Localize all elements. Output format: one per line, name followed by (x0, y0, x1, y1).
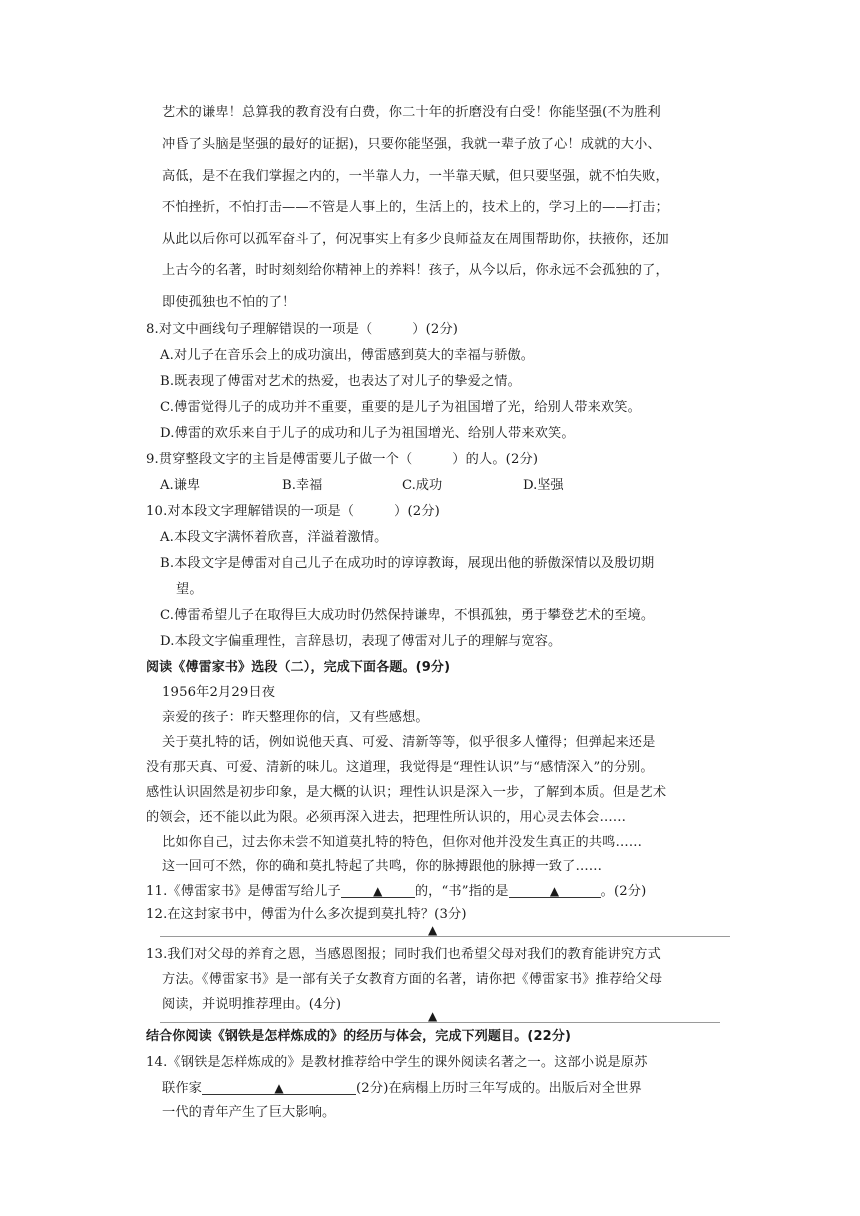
q14-text-pre: 联作家 (162, 1081, 203, 1096)
q13-line-2: 方法。《傅雷家书》是一部有关子女教育方面的名著，请你把《傅雷家书》推荐给父母 (162, 972, 663, 987)
q9-stem: 9.贯穿整段文字的主旨是傅雷要儿子做一个（ ）的人。(2分) (146, 452, 539, 467)
q9-option-d: D.坚强 (523, 478, 564, 493)
q11-marker-2: ▲ (549, 884, 560, 898)
q10-option-d: D.本段文字偏重理性，言辞恳切，表现了傅雷对儿子的理解与宽容。 (160, 634, 562, 649)
q10-option-b-cont: 望。 (176, 582, 203, 597)
passage1-line-6: 上古今的名著，时时刻刻给你精神上的养料！孩子，从今以后，你永远不会孤独的了， (162, 263, 669, 278)
q10-option-b: B.本段文字是傅雷对自己儿子在成功时的谆谆教诲，展现出他的骄傲深情以及殷切期 (160, 556, 655, 571)
q14-text-post: (2分)在病榻上历时三年写成的。出版后对全世界 (356, 1081, 642, 1096)
letter-line-2: 没有那天真、可爱、清新的味儿。这道理，我觉得是“理性认识”与“感情深入”的分别。 (146, 760, 654, 775)
q9-option-c: C.成功 (402, 478, 443, 493)
q8-option-b: B.既表现了傅雷对艺术的热爱，也表达了对儿子的挚爱之情。 (160, 374, 521, 389)
letter-line-6: 这一回可不然，你的确和莫扎特起了共鸣，你的脉搏跟他的脉搏一致了…… (162, 859, 603, 874)
letter-date: 1956年2月29日夜 (162, 685, 276, 700)
q11-text-pre: 11.《傅雷家书》是傅雷写给儿子 (146, 884, 341, 899)
q8-option-d: D.傅雷的欢乐来自于儿子的成功和儿子为祖国增光、给别人带来欢笑。 (160, 426, 575, 441)
q12-marker: ▲ (428, 923, 438, 937)
q11-blank-2[interactable] (509, 882, 601, 898)
q9-option-a: A.谦卑 (160, 478, 201, 493)
q13-line-1: 13.我们对父母的养育之恩，当感恩图报；同时我们也希望父母对我们的教育能讲究方式 (146, 947, 661, 962)
q10-option-a: A.本段文字满怀着欣喜，洋溢着激情。 (160, 530, 388, 545)
q8-stem: 8.对文中画线句子理解错误的一项是（ ）(2分) (146, 322, 459, 337)
q11-text-post: 。(2分) (600, 884, 647, 899)
q13-answer-line[interactable] (160, 1022, 720, 1023)
q11-text-mid: 的，“书”指的是 (414, 884, 509, 899)
q9-option-b: B.幸福 (282, 478, 323, 493)
passage1-line-7: 即使孤独也不怕的了！ (162, 295, 296, 310)
q11-marker-1: ▲ (373, 884, 383, 898)
q13-marker: ▲ (428, 1009, 438, 1023)
passage1-line-2: 冲昏了头脑是坚强的最好的证据)，只要你能坚强，我就一辈子放了心！成就的大小、 (162, 137, 661, 152)
q8-option-a: A.对儿子在音乐会上的成功演出，傅雷感到莫大的幸福与骄傲。 (160, 348, 535, 363)
passage1-line-4: 不怕挫折，不怕打击——不管是人事上的，生活上的，技术上的，学习上的——打击； (162, 200, 669, 215)
passage1-line-1: 艺术的谦卑！总算我的教育没有白费，你二十年的折磨没有白受！你能坚强(不为胜利 (162, 105, 661, 120)
letter-greeting: 亲爱的孩子：昨天整理你的信，又有些感想。 (162, 710, 429, 725)
q14-marker: ▲ (274, 1081, 284, 1095)
q10-option-c: C.傅雷希望儿子在取得巨大成功时仍然保持谦卑，不惧孤独，勇于攀登艺术的至境。 (160, 608, 655, 623)
section3-heading: 结合你阅读《钢铁是怎样炼成的》的经历与体会，完成下列题目。(22分) (146, 1029, 572, 1044)
q14-blank[interactable] (202, 1079, 356, 1095)
letter-line-4: 的领会，还不能以此为限。必须再深入进去，把理性所认识的，用心灵去体会…… (146, 810, 627, 825)
q10-stem: 10.对本段文字理解错误的一项是（ ）(2分) (146, 504, 440, 519)
passage1-line-3: 高低，是不在我们掌握之内的，一半靠人力，一半靠天赋，但只要坚强，就不怕失败， (162, 169, 669, 184)
section2-heading: 阅读《傅雷家书》选段（二），完成下面各题。(9分) (146, 660, 451, 675)
q8-option-c: C.傅雷觉得儿子的成功并不重要，重要的是儿子为祖国增了光，给别人带来欢笑。 (160, 400, 641, 415)
q14-line-2 (162, 1079, 642, 1098)
letter-line-1: 关于莫扎特的话，例如说他天真、可爱、清新等等，似乎很多人懂得；但弹起来还是 (162, 735, 656, 750)
q11-line (146, 882, 646, 901)
letter-line-3: 感性认识固然是初步印象，是大概的认识；理性认识是深入一步，了解到本质。但是艺术 (146, 785, 667, 800)
q11-blank-1[interactable] (341, 882, 415, 898)
q12-stem: 12.在这封家书中，傅雷为什么多次提到莫扎特？(3分) (146, 907, 467, 922)
q14-line-3: 一代的青年产生了巨大影响。 (162, 1105, 336, 1120)
passage1-line-5: 从此以后你可以孤军奋斗了，何况事实上有多少良师益友在周围帮助你，扶掖你，还加 (162, 232, 669, 247)
q13-line-3: 阅读，并说明推荐理由。(4分) (162, 997, 342, 1012)
q14-line-1: 14.《钢铁是怎样炼成的》是教材推荐给中学生的课外阅读名著之一。这部小说是原苏 (146, 1055, 648, 1070)
letter-line-5: 比如你自己，过去你未尝不知道莫扎特的特色，但你对他并没发生真正的共鸣…… (162, 835, 643, 850)
q12-answer-line[interactable] (160, 936, 730, 937)
